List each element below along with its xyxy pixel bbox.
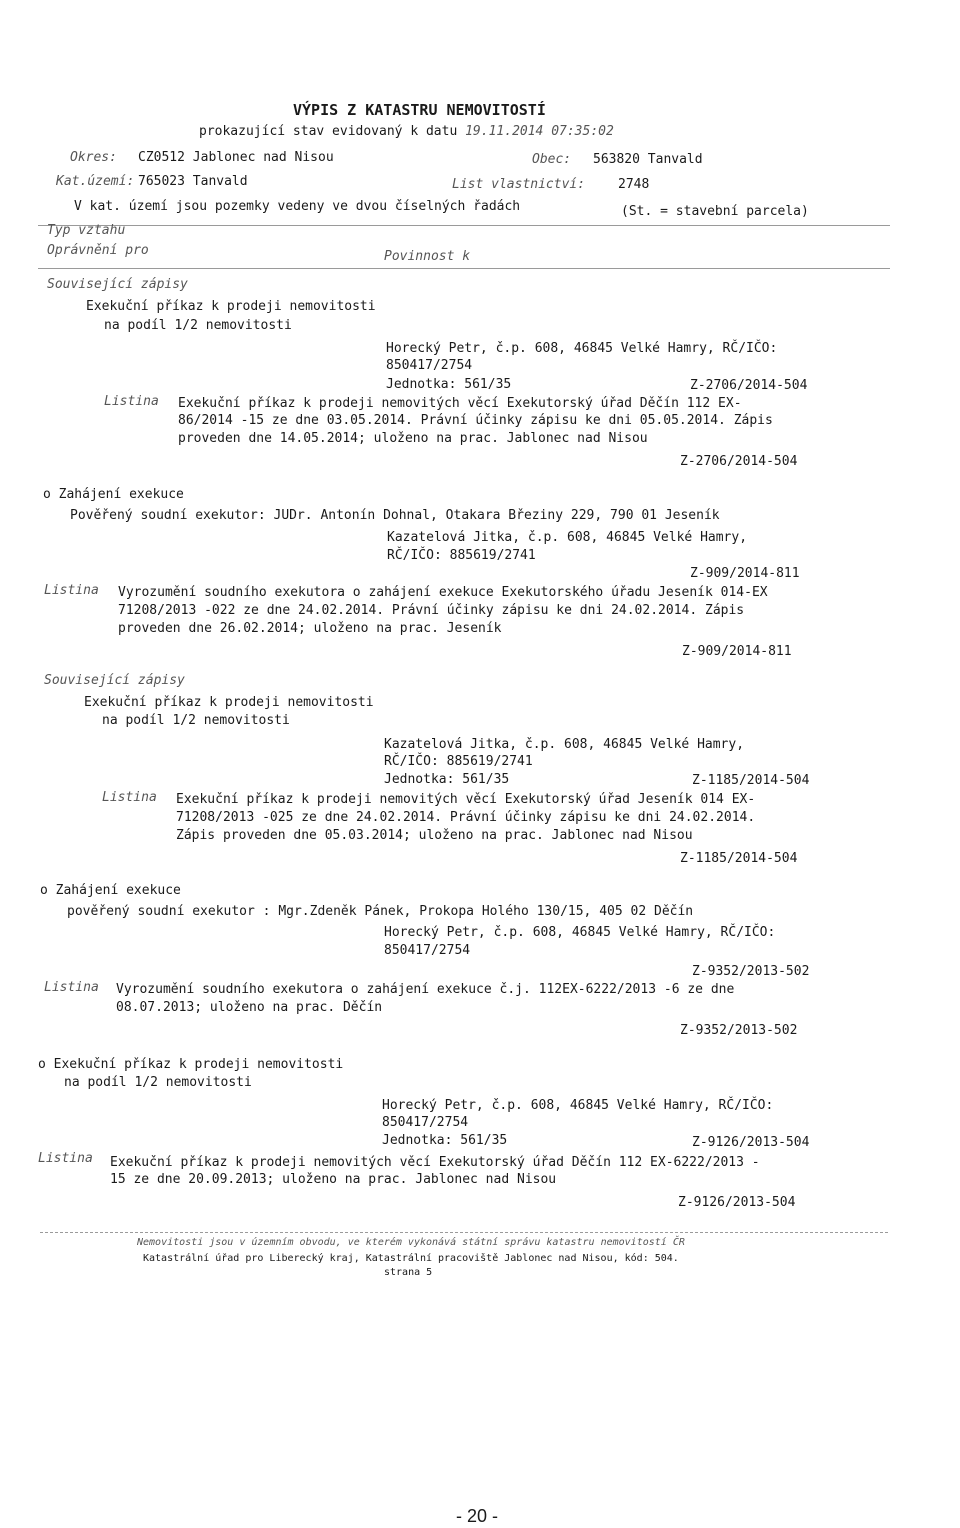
- block3-code: Z-1185/2014-504: [692, 773, 810, 788]
- block1-unit: Jednotka: 561/35: [386, 377, 512, 392]
- block1-label: Související zápisy: [47, 277, 188, 292]
- column-divider: [38, 268, 890, 269]
- footer-line2: Katastrální úřad pro Liberecký kraj, Katastrální pracoviště Jablonec nad Nisou, kód: 504.: [143, 1253, 679, 1264]
- block3-listina-label: Listina: [102, 790, 157, 805]
- block3-party2: RČ/IČO: 885619/2741: [384, 754, 533, 769]
- block1-listina-label: Listina: [104, 394, 159, 409]
- block1-party1: Horecký Petr, č.p. 608, 46845 Velké Hamry, RČ/IČO:: [386, 341, 778, 356]
- block5-listina1: Exekuční příkaz k prodeji nemovitých věcí Exekutorský úřad Děčín 112 EX-6222/2013 -: [110, 1155, 760, 1170]
- block3-unit: Jednotka: 561/35: [384, 772, 510, 787]
- block1-listina1: Exekuční příkaz k prodeji nemovitých věcí Exekutorský úřad Děčín 112 EX-: [178, 396, 742, 411]
- block5-listina2: 15 ze dne 20.09.2013; uloženo na prac. Jablonec nad Nisou: [110, 1172, 557, 1187]
- footer-line1: Nemovitosti jsou v územním obvodu, ve kterém vykonává státní správu katastru nemovitostí ČR: [137, 1237, 685, 1248]
- block2-listina1: Vyrozumění soudního exekutora o zahájení exekuce Exekutorského úřadu Jeseník 014-EX: [118, 585, 768, 600]
- block5-unit: Jednotka: 561/35: [382, 1133, 508, 1148]
- obec-value: 563820 Tanvald: [593, 152, 703, 167]
- block2-party1: Kazatelová Jitka, č.p. 608, 46845 Velké Hamry,: [387, 530, 748, 545]
- block4-exekutor: pověřený soudní exekutor : Mgr.Zdeněk Pánek, Prokopa Holého 130/15, 405 02 Děčín: [67, 904, 694, 919]
- page-number: - 20 -: [456, 1506, 499, 1526]
- lv-label: List vlastnictví:: [452, 177, 586, 192]
- katuzemi-value: 765023 Tanvald: [138, 174, 248, 189]
- block5-line2: na podíl 1/2 nemovitosti: [64, 1075, 252, 1090]
- block5-head: o Exekuční příkaz k prodeji nemovitosti: [38, 1057, 344, 1072]
- block5-code: Z-9126/2013-504: [692, 1135, 810, 1150]
- subtitle-date: 19.11.2014 07:35:02: [465, 124, 614, 139]
- katuzemi-label: Kat.území:: [56, 174, 135, 189]
- block2-listina3: proveden dne 26.02.2014; uloženo na prac. Jeseník: [118, 621, 502, 636]
- block5-party1: Horecký Petr, č.p. 608, 46845 Velké Hamry, RČ/IČO:: [382, 1098, 774, 1113]
- okres-label: Okres:: [70, 150, 117, 165]
- block3-line1: Exekuční příkaz k prodeji nemovitosti: [84, 695, 374, 710]
- header-note-right: (St. = stavební parcela): [621, 204, 809, 219]
- block1-line1: Exekuční příkaz k prodeji nemovitosti: [86, 299, 376, 314]
- footer-page: strana 5: [384, 1267, 433, 1278]
- document-title: VÝPIS Z KATASTRU NEMOVITOSTÍ: [293, 101, 546, 119]
- column-povinnost: Povinnost k: [384, 249, 471, 264]
- block3-listina2: 71208/2013 -025 ze dne 24.02.2014. Právní účinky zápisu ke dni 24.02.2014.: [176, 810, 756, 825]
- block3-line2: na podíl 1/2 nemovitosti: [102, 713, 290, 728]
- column-typ-vztahu: Typ vztahu: [47, 223, 126, 238]
- obec-label: Obec:: [532, 152, 572, 167]
- block4-listina-label: Listina: [44, 980, 99, 995]
- column-opravneni: Oprávnění pro: [47, 243, 149, 258]
- block2-exekutor: Pověřený soudní exekutor: JUDr. Antonín Dohnal, Otakara Březiny 229, 790 01 Jeseník: [70, 508, 720, 523]
- block1-party2: 850417/2754: [386, 358, 473, 373]
- block4-listina2: 08.07.2013; uloženo na prac. Děčín: [116, 1000, 383, 1015]
- block5-code2: Z-9126/2013-504: [678, 1195, 796, 1210]
- block4-party1: Horecký Petr, č.p. 608, 46845 Velké Hamry, RČ/IČO:: [384, 925, 776, 940]
- header-divider: [38, 225, 890, 226]
- block4-listina1: Vyrozumění soudního exekutora o zahájení exekuce č.j. 112EX-6222/2013 -6 ze dne: [116, 982, 735, 997]
- block2-listina-label: Listina: [44, 583, 99, 598]
- block3-listina1: Exekuční příkaz k prodeji nemovitých věcí Exekutorský úřad Jeseník 014 EX-: [176, 792, 756, 807]
- block4-code2: Z-9352/2013-502: [680, 1023, 798, 1038]
- block4-head: o Zahájení exekuce: [40, 883, 181, 898]
- block2-code2: Z-909/2014-811: [682, 644, 792, 659]
- block2-party2: RČ/IČO: 885619/2741: [387, 548, 536, 563]
- block2-head: o Zahájení exekuce: [43, 487, 184, 502]
- block3-code2: Z-1185/2014-504: [680, 851, 798, 866]
- block1-code: Z-2706/2014-504: [690, 378, 808, 393]
- lv-value: 2748: [618, 177, 650, 192]
- block3-label: Související zápisy: [44, 673, 185, 688]
- block1-listina3: proveden dne 14.05.2014; uloženo na prac. Jablonec nad Nisou: [178, 431, 648, 446]
- block2-listina2: 71208/2013 -022 ze dne 24.02.2014. Právní účinky zápisu ke dni 24.02.2014. Zápis: [118, 603, 745, 618]
- header-note: V kat. území jsou pozemky vedeny ve dvou číselných řadách: [74, 199, 521, 214]
- okres-value: CZ0512 Jablonec nad Nisou: [138, 150, 334, 165]
- document-subtitle: [199, 124, 614, 140]
- block1-code2: Z-2706/2014-504: [680, 454, 798, 469]
- block4-party2: 850417/2754: [384, 943, 471, 958]
- block1-line2: na podíl 1/2 nemovitosti: [104, 318, 292, 333]
- block5-party2: 850417/2754: [382, 1115, 469, 1130]
- block1-listina2: 86/2014 -15 ze dne 03.05.2014. Právní účinky zápisu ke dni 05.05.2014. Zápis: [178, 413, 773, 428]
- block2-code: Z-909/2014-811: [690, 566, 800, 581]
- subtitle-prefix: prokazující stav evidovaný k datu: [199, 124, 458, 139]
- footer-divider: [40, 1232, 888, 1233]
- block4-code: Z-9352/2013-502: [692, 964, 810, 979]
- block5-listina-label: Listina: [38, 1151, 93, 1166]
- block3-party1: Kazatelová Jitka, č.p. 608, 46845 Velké Hamry,: [384, 737, 745, 752]
- block3-listina3: Zápis proveden dne 05.03.2014; uloženo na prac. Jablonec nad Nisou: [176, 828, 693, 843]
